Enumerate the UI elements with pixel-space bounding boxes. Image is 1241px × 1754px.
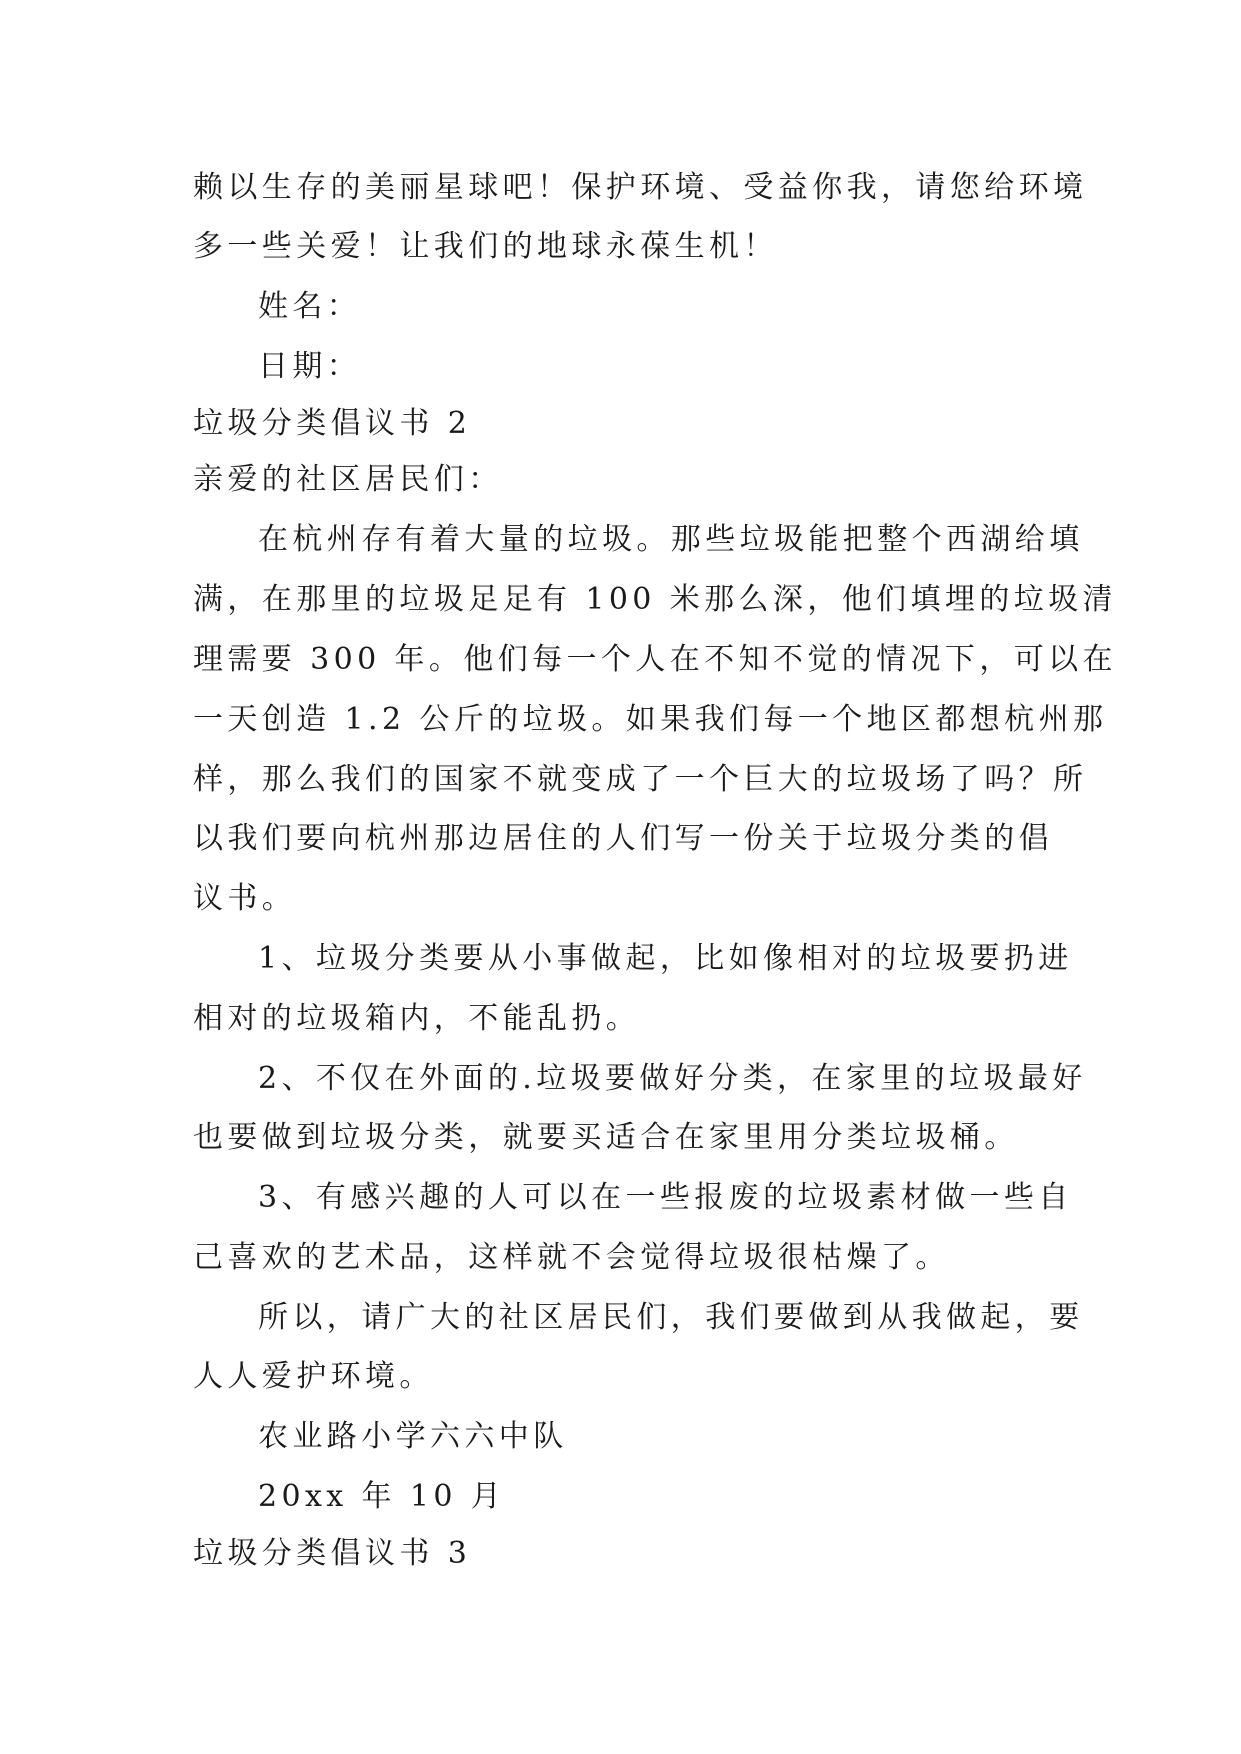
text-line: 己喜欢的艺术品，这样就不会觉得垃圾很枯燥了。 <box>193 1240 950 1275</box>
text-line: 议书。 <box>193 881 297 916</box>
text-line: 所以，请广大的社区居民们，我们要做到从我做起，要 <box>258 1300 1084 1335</box>
salutation: 亲爱的社区居民们： <box>193 462 503 497</box>
text-line: 满，在那里的垃圾足足有 100 米那么深，他们填埋的垃圾清 <box>193 582 1117 617</box>
text-line: 人人爱护环境。 <box>193 1359 434 1394</box>
text-line: 也要做到垃圾分类，就要买适合在家里用分类垃圾桶。 <box>193 1120 1019 1155</box>
section-title: 垃圾分类倡议书 3 <box>193 1536 472 1571</box>
text-line: 多一些关爱！让我们的地球永葆生机！ <box>193 229 778 264</box>
name-field-label: 姓名： <box>258 289 362 324</box>
section-title: 垃圾分类倡议书 2 <box>193 406 472 441</box>
text-line: 相对的垃圾箱内，不能乱扔。 <box>193 1001 641 1036</box>
text-line: 赖以生存的美丽星球吧！保护环境、受益你我，请您给环境 <box>193 170 1088 205</box>
date-field-label: 日期： <box>258 349 362 384</box>
date-line: 20xx 年 10 月 <box>258 1479 506 1514</box>
list-item: 2、不仅在外面的.垃圾要做好分类，在家里的垃圾最好 <box>258 1061 1087 1096</box>
signature-line: 农业路小学六六中队 <box>258 1419 568 1454</box>
list-item: 3、有感兴趣的人可以在一些报废的垃圾素材做一些自 <box>258 1180 1073 1215</box>
text-line: 在杭州存有着大量的垃圾。那些垃圾能把整个西湖给填 <box>258 522 1084 557</box>
list-item: 1、垃圾分类要从小事做起，比如像相对的垃圾要扔进 <box>258 941 1073 976</box>
text-line: 样，那么我们的国家不就变成了一个巨大的垃圾场了吗？所 <box>193 762 1088 797</box>
text-line: 理需要 300 年。他们每一个人在不知不觉的情况下，可以在 <box>193 642 1117 677</box>
text-line: 以我们要向杭州那边居住的人们写一份关于垃圾分类的倡 <box>193 821 1053 856</box>
text-line: 一天创造 1.2 公斤的垃圾。如果我们每一个地区都想杭州那 <box>193 702 1108 737</box>
